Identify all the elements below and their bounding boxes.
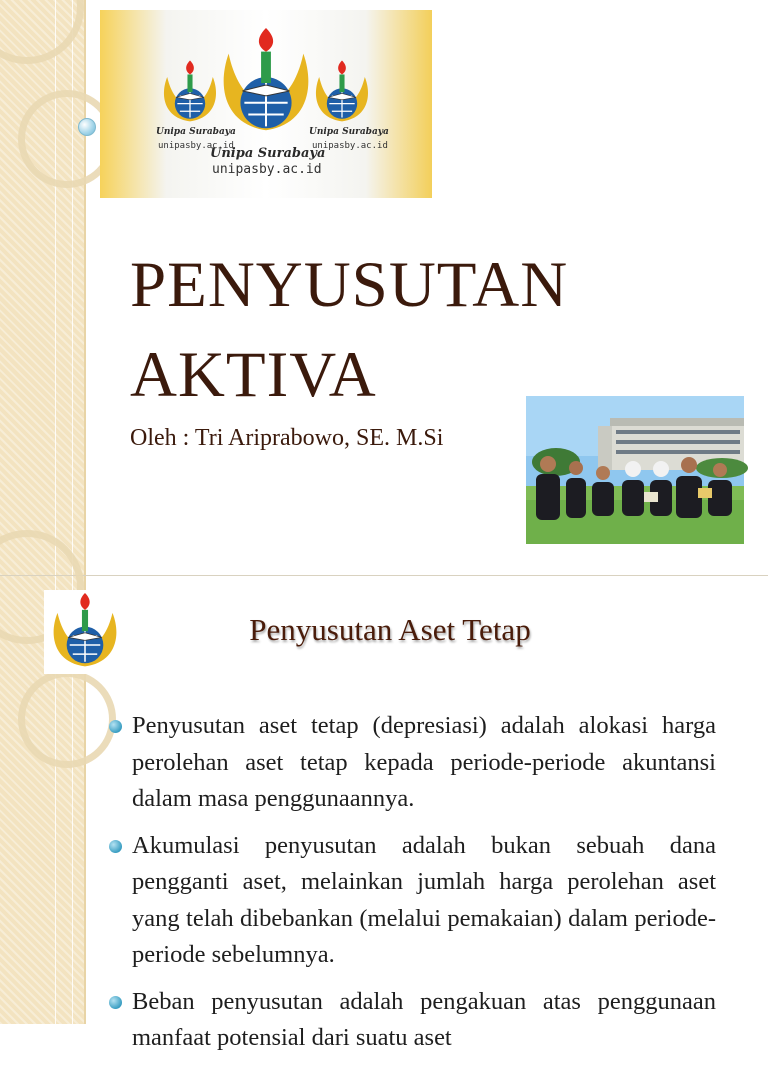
decorative-bead bbox=[78, 118, 96, 136]
campus-students-photo bbox=[526, 396, 744, 544]
decorative-sidebar bbox=[0, 0, 86, 575]
decorative-ring bbox=[18, 670, 116, 768]
title-line-2: AKTIVA bbox=[130, 339, 377, 411]
sidebar-stripe bbox=[55, 0, 56, 575]
bullet-text: Penyusutan aset tetap (depresiasi) adalah alokasi harga perolehan aset tetap kepada periode-periode akuntansi dalam masa penggunaannya. bbox=[132, 712, 716, 812]
banner-brand-main: Unipa Surabaya bbox=[210, 146, 326, 161]
bullet-text: Akumulasi penyusutan adalah bukan sebuah dana pengganti aset, melainkan jumlah harga perolehan aset yang telah dibebankan (melalui pemakaian) dalam periode-periode sebelumnya. bbox=[132, 831, 716, 968]
bullet-item bbox=[106, 828, 716, 974]
banner-url-text: unipasby.ac.id bbox=[158, 141, 234, 151]
author-line: Oleh : Tri Ariprabowo, SE. M.Si bbox=[130, 425, 444, 451]
university-banner bbox=[100, 10, 432, 198]
banner-url-text: unipasby.ac.id bbox=[312, 141, 388, 151]
bullet-dot-icon bbox=[109, 840, 122, 853]
content-slide bbox=[0, 576, 768, 1051]
title-line-1: PENYUSUTAN bbox=[130, 249, 569, 321]
bullet-dot-icon bbox=[109, 996, 122, 1009]
banner-brand-text: Unipa Surabaya bbox=[156, 127, 236, 137]
bullet-list bbox=[106, 708, 716, 1067]
university-emblem-icon bbox=[44, 590, 126, 674]
presentation-title bbox=[130, 240, 690, 420]
bullet-text: Beban penyusutan adalah pengakuan atas penggunaan manfaat potensial dari suatu aset bbox=[132, 987, 716, 1051]
bullet-item bbox=[106, 984, 716, 1057]
slide-heading: Penyusutan Aset Tetap bbox=[249, 612, 531, 647]
banner-brand-text: Unipa Surabaya bbox=[309, 127, 389, 137]
bullet-item bbox=[106, 708, 716, 818]
sidebar-stripe bbox=[72, 0, 73, 575]
banner-url-main: unipasby.ac.id bbox=[212, 162, 322, 177]
university-emblem-icon bbox=[310, 58, 374, 134]
bullet-dot-icon bbox=[109, 720, 122, 733]
